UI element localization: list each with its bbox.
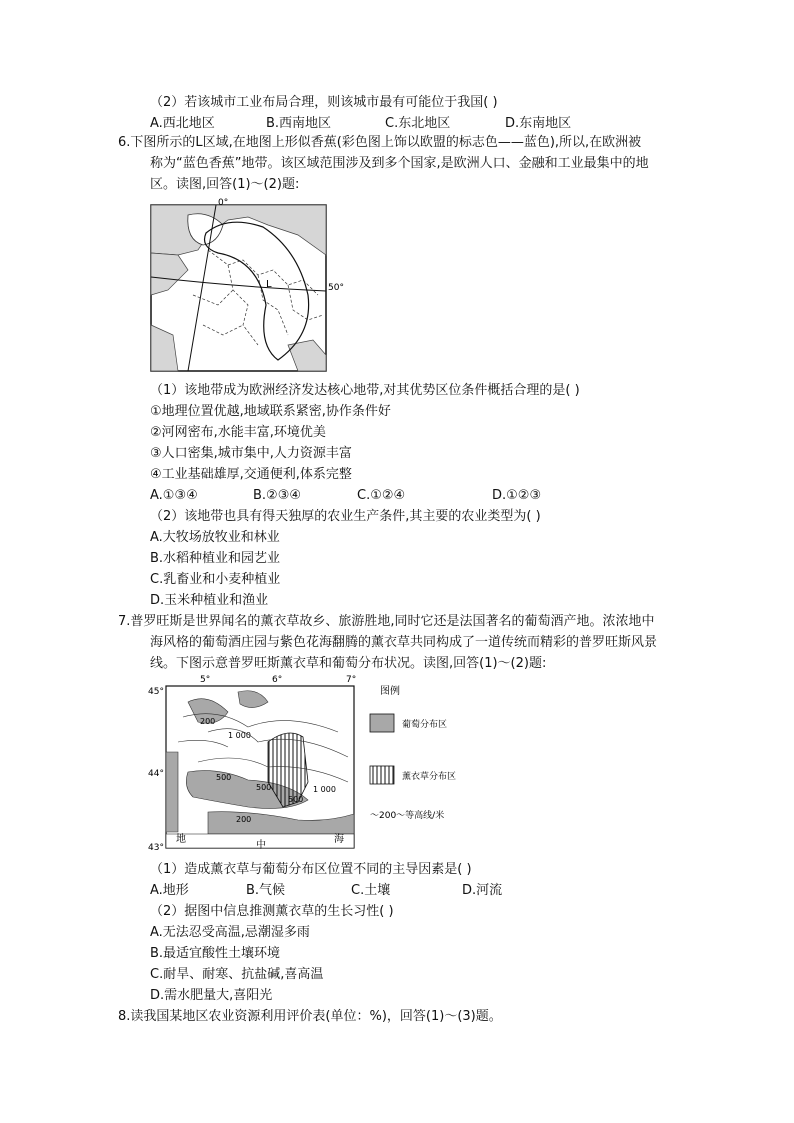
q7-sub2-option-c: C.耐旱、耐寒、抗盐碱,喜高温 [150,967,324,982]
q7-sub2-option-b: B.最适宜酸性土壤环境 [150,946,281,961]
q7-sea-char-2: 中 [256,840,266,851]
q6-sub2-option-a: A.大牧场放牧业和林业 [150,530,280,545]
q7-lon-label-6: 6° [272,675,283,685]
q7-contour-1000: 1 000 [228,731,251,740]
provence-map [148,672,488,852]
q7-legend-title: 图例 [380,686,400,697]
q6-sub2-stem: （2）该地带也具有得天独厚的农业生产条件,其主要的农业类型为( ) [150,509,541,524]
q7-lat-label-44: 44° [148,769,164,779]
q5-option-d: D.东南地区 [505,116,572,131]
q7-contour-1000b: 1 000 [313,785,336,794]
q7-sea-char-1: 地 [176,834,186,845]
q6-sub1-stem: （1）该地带成为欧洲经济发达核心地带,对其优势区位条件概括合理的是( ) [150,383,580,398]
q6-sub1-option-c: C.①②④ [357,488,406,503]
q6-sub1-item4: ④工业基础雄厚,交通便利,体系完整 [150,467,352,482]
q7-contour-500b: 500 [256,783,272,792]
q6-stem-line1: 6.下图所示的L区域,在地图上形似香蕉(彩色图上饰以欧盟的标志色——蓝色),所以,在欧洲被 [118,135,642,150]
q7-sub2-option-d: D.需水肥量大,喜阳光 [150,988,273,1003]
q7-contour-200: 200 [200,717,216,726]
q6-sub1-item3: ③人口密集,城市集中,人力资源丰富 [150,446,352,461]
q7-lat-label-45: 45° [148,687,164,697]
q6-map-parallel-label: 50° [328,283,344,293]
q6-map-region-label: L [266,279,272,290]
q7-sub1-option-d: D.河流 [462,883,503,898]
q6-sub2-option-c: C.乳畜业和小麦种植业 [150,572,281,587]
q7-sub2-option-a: A.无法忍受高温,忌潮湿多雨 [150,925,310,940]
q7-stem-line3: 线。下图示意普罗旺斯薰衣草和葡萄分布状况。读图,回答(1)～(2)题: [150,656,547,671]
q7-legend-contour-label: ～200～等高线/米 [370,811,445,821]
q6-sub2-option-b: B.水稻种植业和园艺业 [150,551,281,566]
q7-lon-label-5: 5° [200,675,211,685]
q6-sub1-item2: ②河网密布,水能丰富,环境优美 [150,425,326,440]
q7-sub1-option-a: A.地形 [150,883,189,898]
q6-sub1-option-b: B.②③④ [253,488,302,503]
q7-sub1-option-c: C.土壤 [351,883,391,898]
q8-stem: 8.读我国某地区农业资源利用评价表(单位：%)，回答(1)～(3)题。 [118,1009,502,1024]
q7-sub2-stem: （2）据图中信息推测薰衣草的生长习性( ) [150,904,394,919]
q7-contour-500a: 500 [216,773,232,782]
q5-option-a: A.西北地区 [150,116,215,131]
q7-legend-lavender-label: 薰衣草分布区 [402,772,457,782]
q7-contour-500c: 500 [288,795,304,804]
q7-legend-lavender-swatch [370,766,394,784]
q7-stem-line1: 7.普罗旺斯是世界闻名的薰衣草故乡、旅游胜地,同时它还是法国著名的葡萄酒产地。浓浓地中 [118,614,655,629]
q7-sub1-stem: （1）造成薰衣草与葡萄分布区位置不同的主导因素是( ) [150,862,472,877]
q7-legend-grape-label: 葡萄分布区 [402,720,448,730]
q7-lat-label-43: 43° [148,843,164,852]
q7-sub1-option-b: B.气候 [246,883,286,898]
q6-sub2-option-d: D.玉米种植业和渔业 [150,593,269,608]
q7-contour-200b: 200 [236,815,252,824]
q7-legend-grape-swatch [370,714,394,732]
q7-stem-line2: 海风格的葡萄酒庄园与紫色花海翻腾的薰衣草共同构成了一道传统而精彩的普罗旺斯风景 [150,635,658,650]
q5-sub2-stem: （2）若该城市工业布局合理，则该城市最有可能位于我国( ) [150,95,498,110]
q6-stem-line2: 称为“蓝色香蕉”地带。该区域范围涉及到多个国家,是欧洲人口、金融和工业最集中的地 [150,156,649,171]
q6-stem-line3: 区。读图,回答(1)～(2)题: [150,177,300,192]
q6-map-meridian-label: 0° [218,198,229,208]
q7-sea-char-3: 海 [334,834,344,845]
q6-sub1-option-d: D.①②③ [492,488,542,503]
q7-lon-label-7: 7° [346,675,357,685]
q5-option-b: B.西南地区 [266,116,332,131]
blue-banana-map [148,195,348,375]
q6-sub1-option-a: A.①③④ [150,488,198,503]
q5-option-c: C.东北地区 [385,116,451,131]
q6-sub1-item1: ①地理位置优越,地域联系紧密,协作条件好 [150,404,391,419]
